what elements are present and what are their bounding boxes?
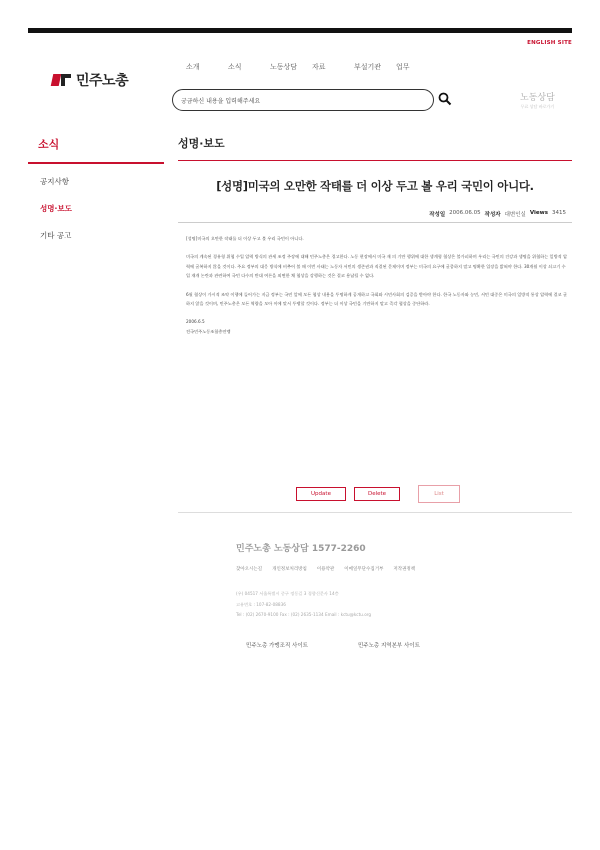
article-paragraph: 6월 협상이 가시적 조약 이행에 들어가는 지금 정부는 국민 앞에 모든 협상 내용을 투명하게 공개하고 국회와 시민사회의 검증을 받아야 한다. 한국 노동자와 농민, 서민 대중은 미국의 일방적 통상 압력에 결코 굴하지 않을 것이며, 민주노총은 모든 역량을 모아 이에 맞서 투쟁할 것이다. 정부는 더 이상 국민을 기만하지 말고 즉각 협상을 중단하라.: [186, 291, 568, 307]
nav-item-affiliates[interactable]: 부설기관: [354, 63, 382, 71]
counsel-title: 노동상담: [520, 93, 555, 103]
sidebar-divider: [28, 162, 164, 164]
search-placeholder: 궁금하신 내용을 입력해주세요: [181, 97, 261, 105]
article-writer: 대변인실: [504, 212, 526, 218]
list-button[interactable]: List: [418, 485, 460, 503]
footer-address: [236, 589, 371, 621]
footer-link-email-policy[interactable]: 이메일무단수집거부: [344, 567, 384, 572]
footer-title: 민주노총 노동상담 1577-2260: [236, 544, 366, 554]
article-paragraph: [성명]미국의 오만한 작태를 더 이상 두고 볼 우리 국민이 아니다.: [186, 236, 304, 241]
article-meta: [429, 210, 566, 218]
footer-divider: [178, 512, 572, 513]
article-paragraph: 미국의 계속된 경유형 위협 수입 압력 방식의 관세 조정 주장에 대해 민주노총은 경고한다. 노동 현장에서 미국 재 의 기만 행위에 대한 생계형 협상은 불가피하며 우리는 국민의 건강과 생명을 위협하는 일방적 압력에 굴복하지 않을 것이다. 주요 정부의 대응 방식에 비추어 볼 때 이번 사태는 노동자 서민의 생존권과 직결된 문제이며 정부는 미국의 요구에 굴종하지 말고 명확한 입장을 밝혀야 한다. 30개월 이상 쇠고기 수입 재개 논란과 관련하여 국민 다수의 반대 여론을 외면한 채 협상을 강행하는 것은 결코 용납될 수 없다.: [186, 254, 568, 279]
article-signature: 전국민주노동조합총연맹: [186, 328, 231, 334]
sidebar-item-other-notices[interactable]: 기타 공고: [40, 231, 72, 240]
article-views: 3415: [552, 210, 566, 216]
nav-item-resources[interactable]: 자료: [312, 63, 326, 71]
footer-sites: [246, 641, 420, 649]
footer-link-terms[interactable]: 이용약관: [316, 567, 335, 572]
update-button[interactable]: Update: [296, 487, 346, 501]
footer-links: [236, 566, 415, 572]
article-date: 2006.06.05: [449, 210, 481, 216]
footer-site-affiliates[interactable]: 민주노총 가맹조직 사이트: [246, 643, 308, 649]
page-title: 성명·보도: [178, 137, 225, 150]
sidebar-item-statements[interactable]: 성명·보도: [40, 204, 72, 213]
article-actions: [296, 487, 460, 503]
search-icon[interactable]: [438, 92, 452, 106]
delete-button[interactable]: Delete: [354, 487, 400, 501]
logo-mark-icon: [52, 72, 72, 88]
nav-item-work[interactable]: 업무: [396, 63, 410, 71]
views-label: Views: [529, 210, 548, 216]
footer-link-privacy[interactable]: 개인정보처리방침: [272, 567, 307, 572]
footer-address-line: Tel : (02) 2670-9100 Fax : (02) 2635-1134 Email : kctu@kctu.org: [236, 612, 372, 617]
writer-label: 작성자: [484, 212, 501, 218]
logo[interactable]: [52, 70, 128, 90]
search-input[interactable]: [172, 89, 434, 111]
main-nav: [186, 62, 438, 72]
counsel-subtitle: 무료 상담 바로가기: [520, 104, 555, 109]
top-bar: [28, 28, 572, 33]
english-site-link[interactable]: ENGLISH SITE: [527, 40, 572, 46]
nav-item-counsel[interactable]: 노동상담: [270, 63, 298, 71]
nav-item-about[interactable]: 소개: [186, 63, 200, 71]
sidebar-title: 소식: [38, 138, 60, 151]
date-label: 작성일: [429, 212, 446, 218]
article-title: [성명]미국의 오만한 작태를 더 이상 두고 볼 우리 국민이 아니다.: [216, 179, 534, 193]
counsel-link[interactable]: [520, 90, 555, 110]
article-body: [186, 234, 568, 345]
footer-link-directions[interactable]: 찾아오시는길: [236, 567, 263, 572]
sidebar-item-notice[interactable]: 공지사항: [40, 177, 69, 186]
footer-address-line: (우) 04517 서울특별시 중구 정동길 3 경향신문사 14층: [236, 591, 339, 596]
nav-item-news[interactable]: 소식: [228, 63, 242, 71]
logo-text: 민주노총: [76, 73, 129, 89]
meta-divider: [178, 222, 572, 223]
footer-site-regional[interactable]: 민주노총 지역본부 사이트: [357, 643, 420, 649]
footer-address-line: 고유번호 : 107-82-08836: [236, 601, 286, 607]
footer-link-copyright[interactable]: 저작권정책: [393, 567, 416, 572]
article-date-sign: 2006.6.5: [186, 319, 205, 325]
section-divider: [178, 160, 572, 161]
